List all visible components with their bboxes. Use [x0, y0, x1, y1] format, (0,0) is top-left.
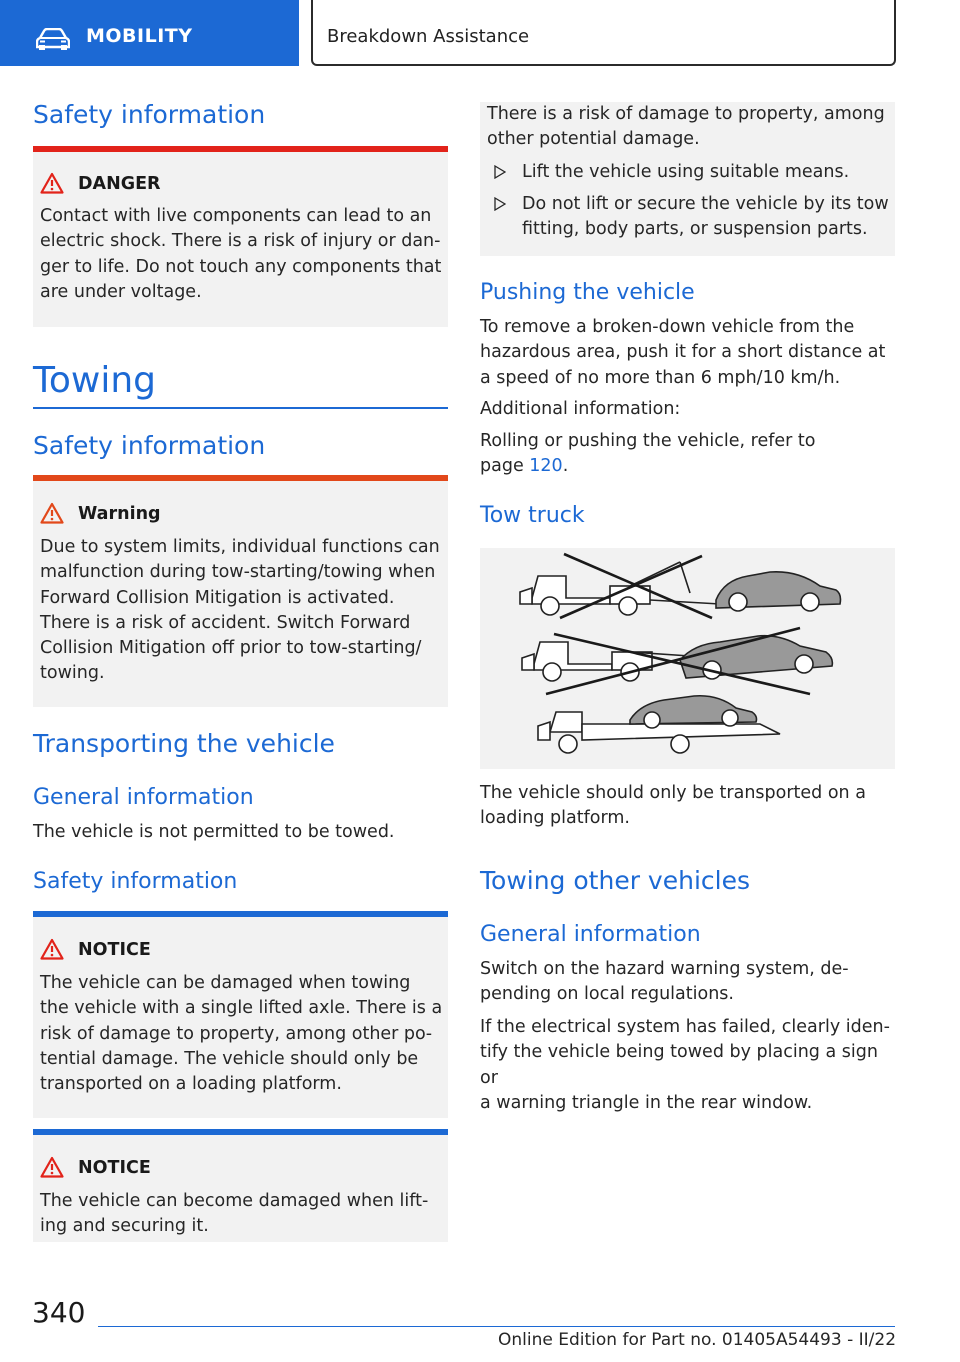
- tow-truck-heading: Tow truck: [480, 503, 585, 528]
- towing-heading: Towing: [33, 360, 157, 401]
- text-line: hazardous area, push it for a short distance at: [480, 342, 886, 363]
- tow-truck-caption: [480, 781, 895, 832]
- notice-text: [40, 1189, 445, 1240]
- towing-other-heading: Towing other vehicles: [480, 866, 750, 895]
- text-line: risk of damage to property, among other po‐: [40, 1023, 433, 1044]
- electrical-failure-text: [480, 1015, 895, 1116]
- text-line: Due to system limits, individual functions can: [40, 537, 440, 557]
- text-line: To remove a broken-down vehicle from the: [480, 317, 855, 337]
- text-line: a warning triangle in the rear window.: [480, 1092, 813, 1113]
- text-line: pending on local regulations.: [480, 984, 734, 1005]
- text-line: a speed of no more than 6 mph/10 km/h.: [480, 367, 841, 388]
- warning-triangle-icon: [40, 1156, 64, 1178]
- general-info-text: The vehicle is not permitted to be towed.: [33, 822, 395, 842]
- additional-info-label: Additional information:: [480, 399, 681, 419]
- page-link[interactable]: 120: [529, 456, 563, 477]
- text-line: other potential damage.: [487, 129, 700, 150]
- text-line: The vehicle can become damaged when lift‐: [40, 1191, 429, 1211]
- text-line: Do not lift or secure the vehicle by its tow: [522, 194, 889, 214]
- warning-text: [40, 535, 445, 687]
- page-number: 340: [32, 1296, 86, 1329]
- text-line: If the electrical system has failed, clearly iden‐: [480, 1017, 890, 1037]
- transport-heading: Transporting the vehicle: [33, 729, 335, 758]
- text-line: There is a risk of damage to property, among: [487, 104, 885, 124]
- text-line: There is a risk of accident. Switch Forward: [40, 612, 411, 633]
- list-item-text: [522, 192, 892, 243]
- hazard-text: [480, 957, 895, 1008]
- text-line: loading platform.: [480, 808, 630, 829]
- chapter-title: Breakdown Assistance: [327, 26, 530, 47]
- list-item: [494, 192, 892, 244]
- car-icon: [36, 28, 70, 50]
- bullet-triangle-icon: [494, 197, 506, 211]
- tow-truck-illustration: [480, 548, 895, 769]
- page-prefix: page: [480, 456, 530, 477]
- text-line: ger to life. Do not touch any components that: [40, 256, 442, 277]
- text-line: transported on a loading platform.: [40, 1074, 342, 1095]
- list-item: [494, 160, 892, 186]
- section-tab[interactable]: [0, 0, 299, 66]
- notice-continued-text: [487, 102, 892, 153]
- text-line: ing and securing it.: [40, 1216, 209, 1237]
- text-line: The vehicle can be damaged when towing: [40, 973, 411, 993]
- safety-heading-2: Safety information: [33, 431, 266, 460]
- notice-title: NOTICE: [78, 1158, 151, 1178]
- general-info-heading: General information: [480, 922, 701, 947]
- danger-title: DANGER: [78, 174, 161, 194]
- text-line: tential damage. The vehicle should only be: [40, 1048, 419, 1069]
- rolling-reference: [480, 429, 895, 480]
- text-line: [480, 454, 895, 479]
- text-line: electric shock. There is a risk of injury or dan‐: [40, 231, 441, 252]
- safety-heading-1: Safety information: [33, 100, 266, 129]
- footer-edition: Online Edition for Part no. 01405A54493 - II/22: [498, 1330, 897, 1350]
- text-line: Collision Mitigation off prior to tow-starting/: [40, 638, 422, 659]
- text-line: Contact with live components can lead to an: [40, 206, 432, 226]
- warning-triangle-icon: [40, 502, 64, 524]
- chapter-header[interactable]: [311, 0, 896, 66]
- text-line: fitting, body parts, or suspension parts.: [522, 219, 868, 240]
- safety-heading-3: Safety information: [33, 869, 238, 894]
- text-line: the vehicle with a single lifted axle. There is a: [40, 998, 443, 1019]
- page-suffix: .: [562, 456, 569, 477]
- footer-rule: [98, 1326, 895, 1327]
- pushing-heading: Pushing the vehicle: [480, 280, 695, 305]
- text-line: Rolling or pushing the vehicle, refer to: [480, 431, 816, 451]
- text-line: Forward Collision Mitigation is activated.: [40, 587, 395, 608]
- tow-truck-figure: [480, 548, 895, 769]
- bullet-triangle-icon: [494, 165, 506, 179]
- general-info-heading: General information: [33, 785, 254, 810]
- text-line: Switch on the hazard warning system, de‐: [480, 959, 849, 979]
- warning-triangle-icon: [40, 172, 64, 194]
- section-label: MOBILITY: [86, 25, 193, 47]
- notice-text: [40, 971, 445, 1097]
- danger-text: [40, 204, 445, 305]
- pushing-text: [480, 315, 895, 391]
- text-line: tify the vehicle being towed by placing a sign or: [480, 1042, 878, 1088]
- text-line: are under voltage.: [40, 281, 202, 302]
- notice-title: NOTICE: [78, 940, 151, 960]
- towing-rule: [33, 407, 448, 409]
- list-item-text: Lift the vehicle using suitable means.: [522, 162, 850, 182]
- warning-triangle-icon: [40, 938, 64, 960]
- text-line: towing.: [40, 663, 105, 684]
- text-line: The vehicle should only be transported on a: [480, 783, 866, 803]
- text-line: malfunction during tow-starting/towing when: [40, 562, 436, 583]
- warning-title: Warning: [78, 504, 161, 524]
